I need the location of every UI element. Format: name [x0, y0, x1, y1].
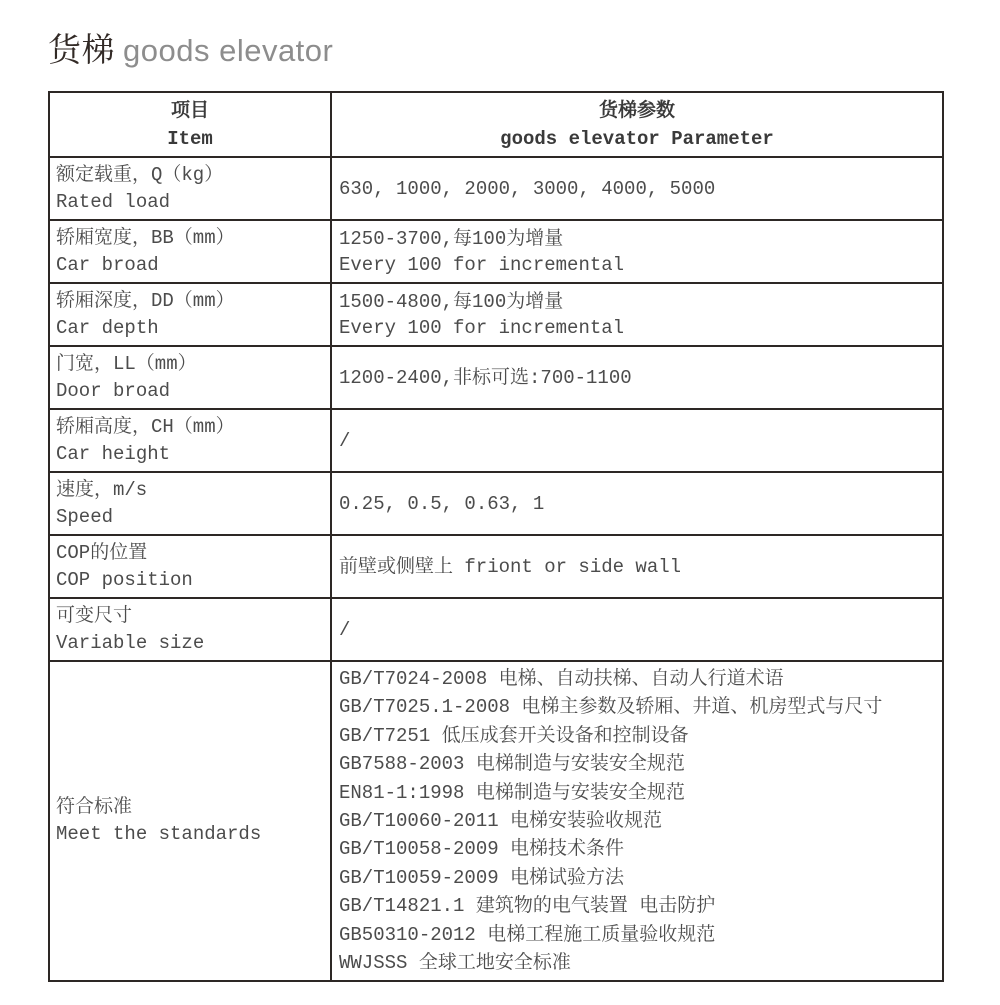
- column-header-item-zh: 项目: [170, 99, 209, 122]
- row-value-line: GB/T14821.1 建筑物的电气装置 电击防护: [339, 895, 716, 918]
- spec-table-body: [49, 157, 943, 981]
- row-value-cell: [331, 157, 943, 220]
- column-header-item: [49, 92, 331, 157]
- row-label-cell: [49, 472, 331, 535]
- row-label-zh: 可变尺寸: [56, 604, 133, 627]
- table-header-row: [49, 92, 943, 157]
- row-value-cell: [331, 409, 943, 472]
- table-row: [49, 283, 943, 346]
- row-value-line: GB/T10060-2011 电梯安装验收规范: [339, 810, 663, 833]
- row-label-zh: 符合标准: [56, 796, 133, 819]
- row-value-line: Every 100 for incremental: [339, 316, 625, 339]
- row-label-cell: [49, 409, 331, 472]
- row-label-zh: 速度，m/s: [56, 478, 148, 501]
- row-label-en: Car broad: [56, 253, 159, 276]
- row-value-cell: [331, 661, 943, 981]
- row-value-line: GB7588-2003 电梯制造与安装安全规范: [339, 753, 685, 776]
- row-value-line: GB/T7251 低压成套开关设备和控制设备: [339, 724, 689, 747]
- row-value-line: EN81-1:1998 电梯制造与安装安全规范: [339, 781, 685, 804]
- row-label-en: Rated load: [56, 190, 171, 213]
- row-value-line: WWJSSS 全球工地安全标准: [339, 952, 571, 975]
- column-header-item-en: Item: [167, 127, 213, 150]
- row-value-line: GB/T10059-2009 电梯试验方法: [339, 866, 625, 889]
- page-title-en: goods elevator: [123, 33, 334, 68]
- row-value-line: 前壁或侧壁上 friont or side wall: [339, 555, 682, 578]
- row-value-line: 630, 1000, 2000, 3000, 4000, 5000: [339, 177, 716, 200]
- row-value-line: 0.25, 0.5, 0.63, 1: [339, 492, 545, 515]
- table-row: [49, 157, 943, 220]
- row-value-line: GB/T10058-2009 电梯技术条件: [339, 838, 625, 861]
- table-row: [49, 472, 943, 535]
- row-label-en: Variable size: [56, 631, 205, 654]
- row-label-en: Meet the standards: [56, 823, 262, 846]
- column-header-parameter-zh: 货梯参数: [598, 99, 675, 122]
- row-label-en: Door broad: [56, 379, 171, 402]
- row-value-cell: [331, 220, 943, 283]
- table-row: [49, 535, 943, 598]
- row-value-line: GB/T7024-2008 电梯、自动扶梯、自动人行道术语: [339, 668, 784, 690]
- row-label-cell: [49, 283, 331, 346]
- column-header-parameter: [331, 92, 943, 157]
- row-value-line: /: [339, 429, 351, 452]
- row-value-cell: [331, 598, 943, 661]
- row-value-line: Every 100 for incremental: [339, 253, 625, 276]
- row-value-line: GB/T7025.1-2008 电梯主参数及轿厢、井道、机房型式与尺寸: [339, 696, 883, 719]
- spec-table: [48, 91, 944, 982]
- row-label-cell: [49, 220, 331, 283]
- row-label-en: Speed: [56, 505, 114, 528]
- row-value-line: 1250-3700,每100为增量: [339, 227, 564, 250]
- row-label-zh: COP的位置: [56, 541, 148, 564]
- row-label-cell: [49, 661, 331, 981]
- row-label-zh: 门宽，LL（mm）: [56, 352, 197, 375]
- table-row: [49, 220, 943, 283]
- row-value-cell: [331, 346, 943, 409]
- row-label-cell: [49, 535, 331, 598]
- row-label-cell: [49, 346, 331, 409]
- row-label-cell: [49, 157, 331, 220]
- row-label-en: Car depth: [56, 316, 159, 339]
- table-row: [49, 409, 943, 472]
- row-value-line: 1200-2400,非标可选:700-1100: [339, 366, 632, 389]
- page-title-zh: 货梯: [48, 31, 115, 68]
- page-title: [48, 24, 952, 71]
- row-label-zh: 额定载重，Q（kg）: [56, 163, 224, 186]
- row-value-cell: [331, 472, 943, 535]
- table-row: [49, 661, 943, 981]
- row-value-line: GB50310-2012 电梯工程施工质量验收规范: [339, 923, 716, 946]
- row-label-zh: 轿厢深度，DD（mm）: [56, 289, 235, 312]
- row-label-en: Car height: [56, 442, 171, 465]
- row-value-cell: [331, 283, 943, 346]
- table-row: [49, 598, 943, 661]
- row-value-cell: [331, 535, 943, 598]
- table-row: [49, 346, 943, 409]
- row-value-line: 1500-4800,每100为增量: [339, 290, 564, 313]
- row-value-line: /: [339, 618, 351, 641]
- column-header-parameter-en: goods elevator Parameter: [500, 127, 774, 150]
- row-label-zh: 轿厢宽度，BB（mm）: [56, 226, 235, 249]
- row-label-en: COP position: [56, 568, 193, 591]
- row-label-cell: [49, 598, 331, 661]
- row-label-zh: 轿厢高度，CH（mm）: [56, 415, 235, 438]
